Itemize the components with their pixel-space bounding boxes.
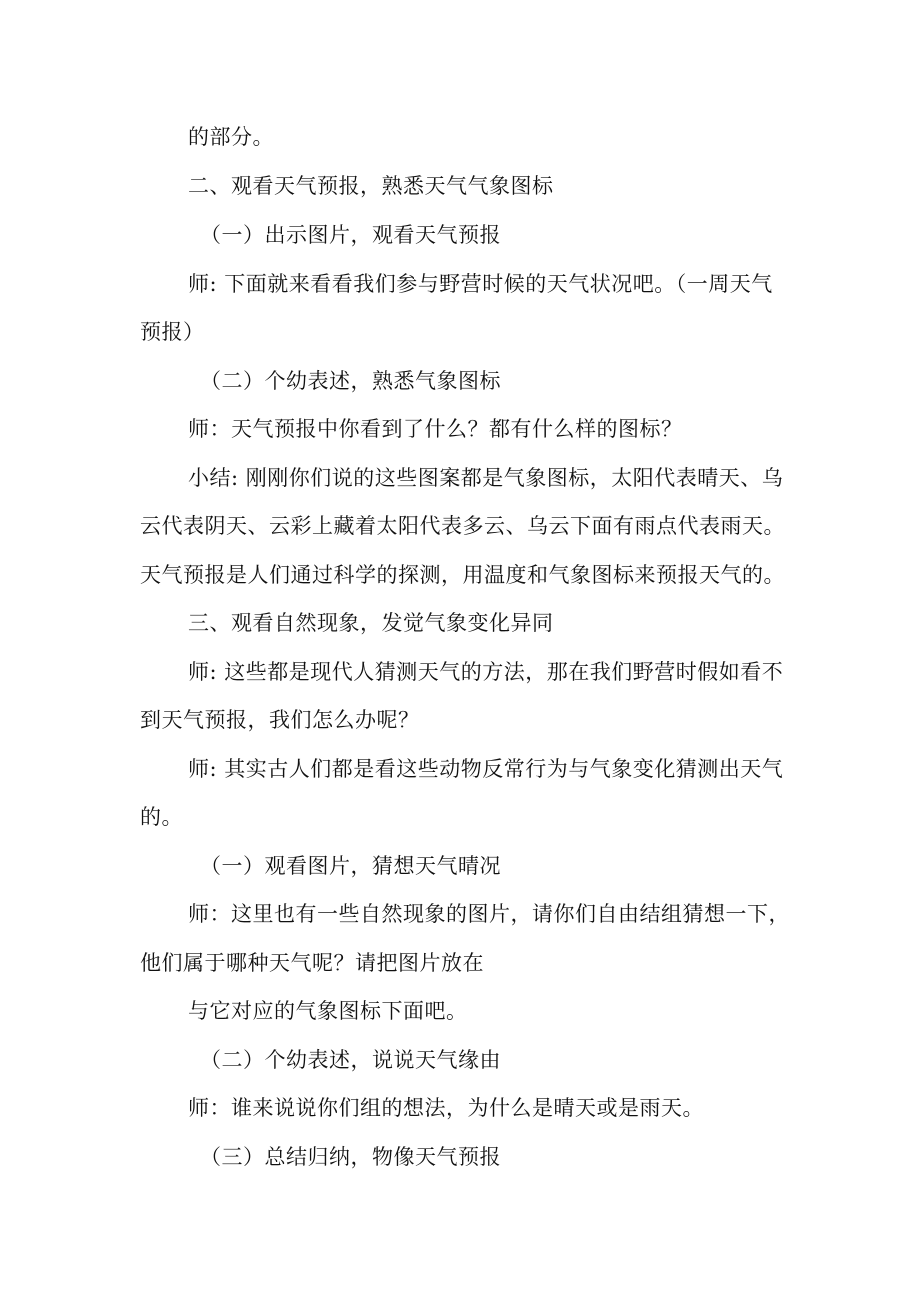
section-heading-2: 二、观看天气预报，熟悉天气气象图标 [188,174,554,198]
subheading-3-1: （一）观看图片，猜想天气晴况 [200,854,501,878]
summary-line-1: 小结: 刚刚你们说的这些图案都是气象图标，太阳代表晴天、乌 [188,466,784,490]
text-line-teacher-5-cont-2: 与它对应的气象图标下面吧。 [188,999,468,1023]
section-heading-3: 三、观看自然现象，发觉气象变化异同 [188,611,554,635]
text-line-teacher-1-cont: 预报） [140,320,205,344]
text-line-1: 的部分。 [188,125,274,149]
text-line-teacher-2: 师：天气预报中你看到了什么？都有什么样的图标？ [188,417,683,441]
text-line-teacher-3-cont: 到天气预报，我们怎么办呢？ [140,708,420,732]
subheading-2-2: （二）个幼表述，熟悉气象图标 [200,369,501,393]
summary-line-3: 天气预报是人们通过科学的探测，用温度和气象图标来预报天气的。 [140,563,785,587]
text-line-teacher-5: 师：这里也有一些自然现象的图片，请你们自由结组猜想一下， [188,902,790,926]
subheading-3-3: （三）总结归纳，物像天气预报 [200,1145,501,1169]
text-line-teacher-1: 师: 下面就来看看我们参与野营时候的天气状况吧。（一周天气 [188,272,773,296]
summary-line-2: 云代表阴天、云彩上藏着太阳代表多云、乌云下面有雨点代表雨天。 [140,514,785,538]
text-line-teacher-4: 师: 其实古人们都是看这些动物反常行为与气象变化猜测出天气 [188,757,784,781]
text-line-teacher-5-cont: 他们属于哪种天气呢？请把图片放在 [140,951,484,975]
subheading-2-1: （一）出示图片，观看天气预报 [200,223,501,247]
subheading-3-2: （二）个幼表述，说说天气缘由 [200,1048,501,1072]
text-line-teacher-3: 师: 这些都是现代人猜测天气的方法，那在我们野营时假如看不 [188,660,784,684]
text-line-teacher-4-cont: 的。 [140,805,183,829]
text-line-teacher-6: 师：谁来说说你们组的想法，为什么是晴天或是雨天。 [188,1096,704,1120]
